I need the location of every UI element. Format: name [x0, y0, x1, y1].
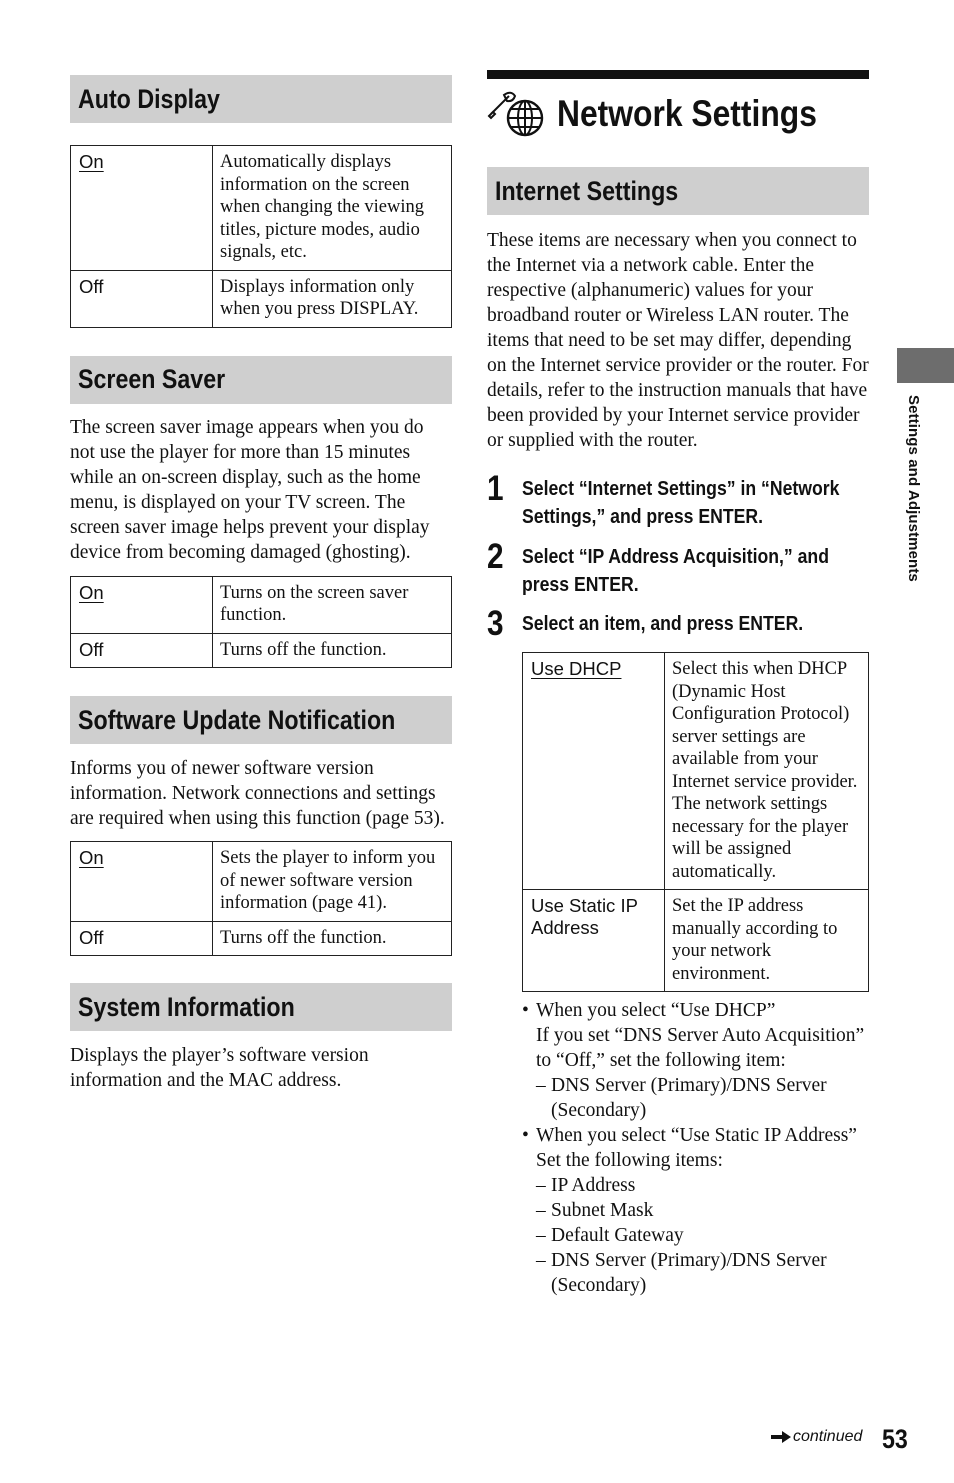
table-row: [523, 890, 869, 992]
chapter-label-text: Settings and Adjustments: [905, 395, 922, 582]
continued-marker: [770, 1428, 862, 1446]
continued-text: continued: [793, 1428, 863, 1445]
table-row: [71, 921, 452, 956]
list-subitem: – DNS Server (Primary)/DNS Server (Secondary): [536, 1250, 827, 1296]
option-desc: Turns off the function.: [213, 921, 452, 956]
page-title: [487, 79, 869, 149]
screen-saver-body: The screen saver image appears when you do not use the player for more than 15 minutes while an on-screen display, such as the home menu, is displayed on your TV screen. The screen saver image helps prevent your display device from becoming damaged (ghosting).: [70, 416, 430, 563]
system-info-heading-text: System Information: [78, 991, 295, 1022]
option-desc: Select this when DHCP (Dynamic Host Configuration Protocol) server settings are available from your Internet service provider. The network settings necessary for the player will be assigned automatically.: [665, 653, 869, 890]
screen-saver-table: [70, 576, 452, 669]
step-number: 1: [487, 469, 504, 508]
step-number: 2: [487, 537, 504, 576]
step-1: [487, 469, 869, 543]
screen-saver-heading-text: Screen Saver: [78, 364, 226, 394]
option-desc: Automatically displays information on the screen when changing the viewing titles, picture modes, audio signals, etc.: [213, 146, 452, 271]
list-item: • When you select “Use Static IP Address”: [522, 1125, 857, 1146]
step-number: 3: [487, 604, 504, 643]
system-info-body: Displays the player’s software version information and the MAC address.: [70, 1045, 369, 1091]
auto-display-table: [70, 145, 452, 328]
notes-list: [487, 998, 869, 1298]
option-key: Off: [71, 270, 213, 327]
dash-icon: –: [536, 1200, 546, 1221]
internet-settings-body: These items are necessary when you connect to the Internet via a network cable. Enter the respective (alphanumeric) values for your broadband router or Wireless LAN router. The items that need to be set may differ, depending on the Internet service provider or the router. For details, refer to the instruction manuals that have been provided by your Internet service provider or supplied with the router.: [487, 230, 869, 451]
table-row: [71, 146, 452, 271]
step-3: [487, 604, 869, 643]
table-row: [71, 842, 452, 922]
table-row: [523, 653, 869, 890]
network-settings-icon: [487, 90, 545, 138]
option-key: On: [71, 576, 213, 633]
system-info-heading: [70, 983, 452, 1031]
page-number: 53: [882, 1424, 908, 1454]
list-item-note: Set the following items:: [536, 1150, 723, 1171]
option-key: Use Static IP Address: [523, 890, 665, 992]
option-key: On: [71, 842, 213, 922]
screen-saver-heading: [70, 356, 452, 404]
list-item-note: If you set “DNS Server Auto Acquisition” to “Off,” set the following item:: [536, 1025, 865, 1071]
left-column: [70, 75, 452, 1093]
option-desc: Displays information only when you press DISPLAY.: [213, 270, 452, 327]
step-2: [487, 537, 869, 610]
option-key: Off: [71, 633, 213, 668]
dash-icon: –: [536, 1250, 546, 1271]
chapter-label: [900, 395, 922, 605]
list-subitem: – IP Address: [536, 1175, 636, 1196]
internet-settings-heading-text: Internet Settings: [495, 175, 679, 206]
option-key: Use DHCP: [523, 653, 665, 890]
table-row: [71, 633, 452, 668]
dash-icon: –: [536, 1175, 546, 1196]
option-desc: Sets the player to inform you of newer software version information (page 41).: [213, 842, 452, 922]
dash-icon: –: [536, 1225, 546, 1246]
bullet-icon: •: [522, 1125, 529, 1146]
dash-icon: –: [536, 1075, 546, 1096]
list-item: • When you select “Use DHCP”: [522, 1000, 776, 1021]
internet-settings-heading: [487, 167, 869, 215]
option-desc: Turns on the screen saver function.: [213, 576, 452, 633]
arrow-right-icon: [770, 1430, 792, 1444]
software-update-table: [70, 841, 452, 956]
list-subitem: – Subnet Mask: [536, 1200, 654, 1221]
option-desc: Set the IP address manually according to your network environment.: [665, 890, 869, 992]
right-column: [487, 70, 869, 1298]
option-key: Off: [71, 921, 213, 956]
list-subitem: – Default Gateway: [536, 1225, 684, 1246]
auto-display-heading: [70, 75, 452, 123]
page-title-text: Network Settings: [557, 93, 817, 134]
chapter-tab: [897, 348, 954, 383]
option-key: On: [71, 146, 213, 271]
auto-display-heading-text: Auto Display: [78, 83, 220, 114]
step-text: Select an item, and press ENTER.: [522, 612, 804, 635]
option-desc: Turns off the function.: [213, 633, 452, 668]
table-row: [71, 270, 452, 327]
title-rule: [487, 70, 869, 79]
step-text: Select “Internet Settings” in “Network Settings,” and press ENTER.: [522, 477, 840, 528]
ip-acquisition-table: [522, 652, 869, 992]
bullet-icon: •: [522, 1000, 529, 1021]
table-row: [71, 576, 452, 633]
software-update-heading-text: Software Update Notification: [78, 704, 396, 735]
step-text: Select “IP Address Acquisition,” and press ENTER.: [522, 545, 829, 596]
software-update-body: Informs you of newer software version information. Network connections and settings are required when using this function (page 53).: [70, 758, 445, 829]
software-update-heading: [70, 696, 452, 744]
list-subitem: – DNS Server (Primary)/DNS Server (Secondary): [536, 1075, 827, 1121]
